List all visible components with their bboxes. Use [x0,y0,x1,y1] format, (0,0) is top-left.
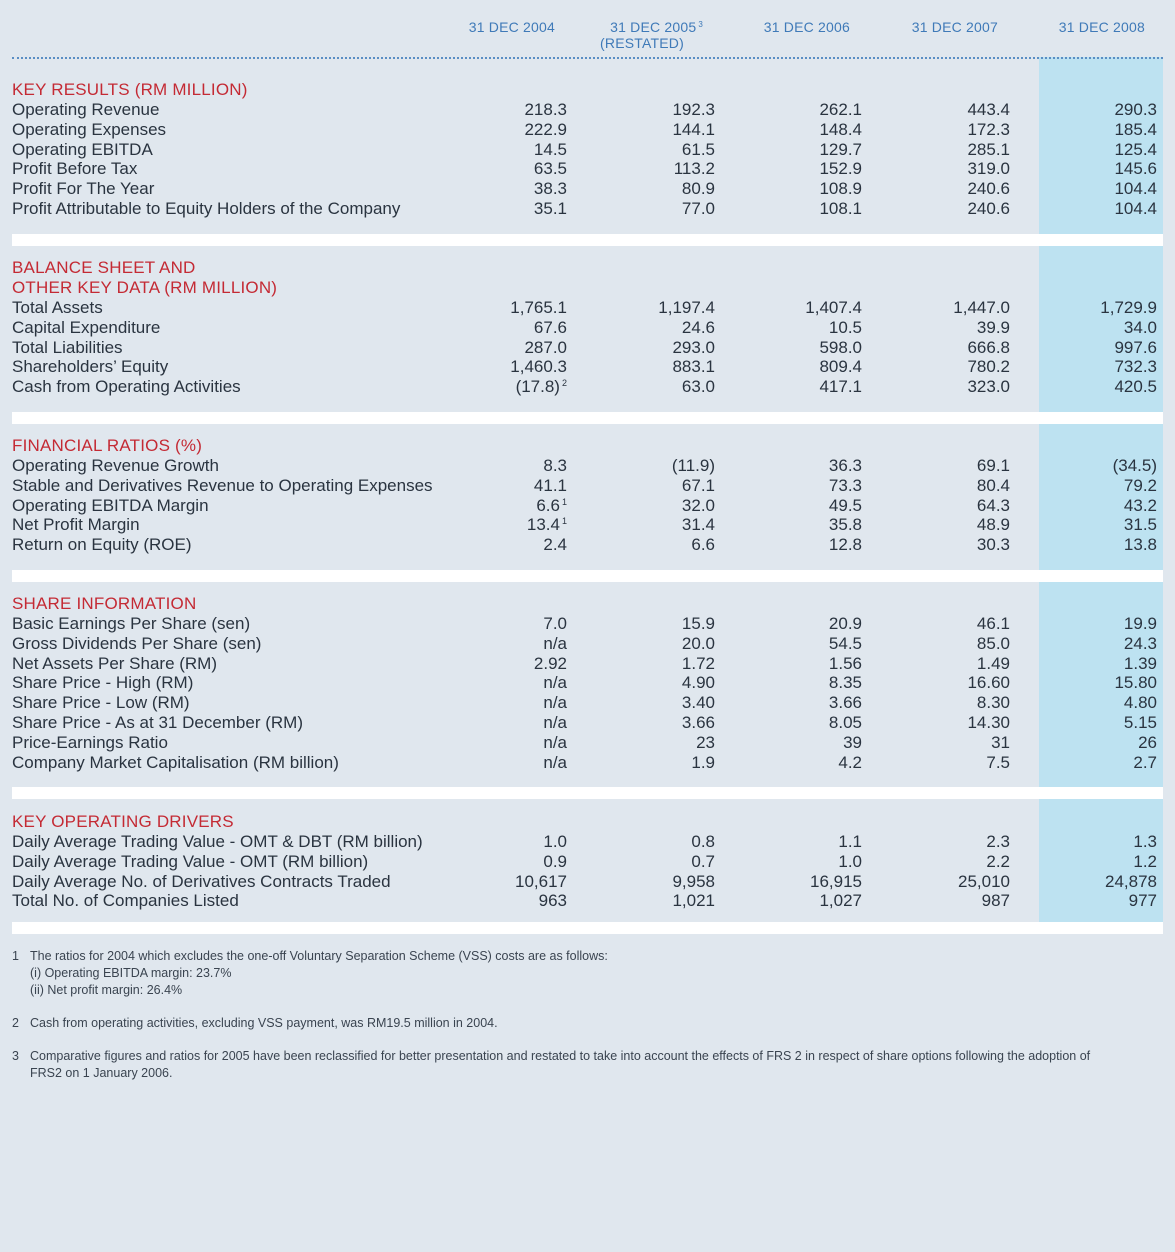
cell-value: 977 [1128,891,1157,911]
section-separator [12,787,1163,799]
cell-value: 63.0 [681,377,715,397]
cell-value: 12.8 [828,535,862,555]
row-label: Gross Dividends Per Share (sen) [12,633,262,653]
cell-value: 2.3 [986,832,1010,851]
cell-value: 32.0 [681,495,715,515]
cell-value: 24.3 [1123,633,1157,653]
cell-value: 1.1 [838,832,862,851]
cell-value: 285.1 [967,139,1010,159]
table-row [12,456,1163,476]
cell-value: 8.30 [976,693,1010,713]
cell-value: 1,021 [672,891,715,911]
cell-value: 26 [1138,732,1157,752]
cell-value: 4.90 [681,673,715,693]
table-row [12,891,1163,911]
cell-value: 54.5 [828,633,862,653]
cell-value: n/a [543,673,567,693]
cell-value: 13.4 $^1$ [526,515,567,535]
row-label: Return on Equity (ROE) [12,535,192,555]
footnote-ref: 3 [698,20,703,29]
cell-value: 780.2 [967,357,1010,377]
cell-value: n/a [543,633,567,653]
row-label: Company Market Capitalisation (RM billion) [12,752,339,772]
section-separator [12,570,1163,582]
cell-value: n/a [543,693,567,713]
cell-value: 666.8 [967,337,1010,357]
cell-value: 287.0 [524,337,567,357]
table-row [12,179,1163,199]
cell-value: 1.39 [1123,653,1157,673]
table-row [12,140,1163,160]
cell-value: 4.2 [838,752,862,772]
cell-value: 10.5 [828,317,862,337]
cell-value: 104.4 [1114,198,1157,218]
footnote-text: (i) Operating EBITDA margin: 23.7% [30,966,232,980]
cell-value: 67.1 [681,475,715,495]
row-label: Shareholders’ Equity [12,357,169,377]
section-separator [12,922,1163,934]
table-row [12,515,1163,535]
cell-value: 31 [991,732,1010,752]
cell-value: 1,447.0 [953,298,1010,317]
section-title: KEY RESULTS (RM MILLION) [12,80,248,99]
cell-value: 293.0 [672,337,715,357]
cell-value: 39 [843,732,862,752]
cell-value: 152.9 [819,159,862,179]
footnote-3 [12,1048,1162,1082]
cell-value: 6.6 $^1$ [536,495,567,515]
cell-value: 987 [981,891,1010,911]
cell-value: 80.4 [976,475,1010,495]
cell-value: 77.0 [681,198,715,218]
cell-value: 319.0 [967,159,1010,179]
row-label: Operating EBITDA [12,139,153,159]
table-row [12,753,1163,773]
cell-value: 262.1 [819,100,862,119]
cell-value: 49.5 [828,495,862,515]
table-row [12,120,1163,140]
cell-value: 1,460.3 [510,357,567,377]
section-key-operating-drivers [12,812,1163,911]
section-separator [12,412,1163,424]
cell-value: 125.4 [1114,139,1157,159]
row-label: Operating Revenue Growth [12,456,219,475]
cell-value: 144.1 [672,119,715,139]
table-row [12,654,1163,674]
cell-value: 46.1 [976,614,1010,633]
table-row [12,535,1163,555]
section-separator [12,234,1163,246]
cell-value: 732.3 [1114,357,1157,377]
section-balance-sheet [12,258,1163,397]
footnote-text: Cash from operating activities, excluding VSS payment, was RM19.5 million in 2004. [30,1016,498,1030]
cell-value: 73.3 [828,475,862,495]
cell-value: 598.0 [819,337,862,357]
cell-value: 809.4 [819,357,862,377]
cell-value: 64.3 [976,495,1010,515]
row-label: Total No. of Companies Listed [12,891,239,911]
cell-value: 1.0 [543,832,567,851]
footnote-text: (ii) Net profit margin: 26.4% [30,983,183,997]
table-row [12,298,1163,318]
cell-value: 240.6 [967,179,1010,199]
cell-value: 2.2 [986,851,1010,871]
cell-value: n/a [543,752,567,772]
section-key-results [12,80,1163,219]
cell-value: 997.6 [1114,337,1157,357]
cell-value: 290.3 [1114,100,1157,119]
table-row [12,872,1163,892]
cell-value: 1.56 [828,653,862,673]
cell-value: 14.5 [533,139,567,159]
cell-value: 1,729.9 [1100,298,1157,317]
cell-value: 443.4 [967,100,1010,119]
row-label: Price-Earnings Ratio [12,732,168,752]
row-label: Share Price - As at 31 December (RM) [12,712,303,732]
row-label: Capital Expenditure [12,317,161,337]
cell-value: 20.9 [828,614,862,633]
cell-value: 6.6 [691,535,715,555]
row-label: Cash from Operating Activities [12,377,241,397]
cell-value: (34.5) [1112,456,1157,475]
table-row [12,199,1163,219]
cell-value: 3.40 [681,693,715,713]
section-share-information [12,594,1163,772]
cell-value: 0.8 [691,832,715,851]
cell-value: 1.49 [976,653,1010,673]
cell-value: 148.4 [819,119,862,139]
cell-value: 1.2 [1133,851,1157,871]
cell-value: 39.9 [976,317,1010,337]
footnote-text: FRS2 on 1 January 2006. [30,1066,173,1080]
table-row [12,832,1163,852]
cell-value: 14.30 [967,712,1010,732]
cell-value: 48.9 [976,515,1010,535]
cell-value: 104.4 [1114,179,1157,199]
cell-value: 24.6 [681,317,715,337]
cell-value: 3.66 [828,693,862,713]
table-row [12,476,1163,496]
cell-value: 20.0 [681,633,715,653]
cell-value: 1.72 [681,653,715,673]
cell-value: 0.7 [691,851,715,871]
section-title: BALANCE SHEET AND OTHER KEY DATA (RM MILLION) [12,258,278,297]
cell-value: 41.1 [533,475,567,495]
table-row [12,377,1163,397]
cell-value: 38.3 [533,179,567,199]
cell-value: 31.5 [1123,515,1157,535]
table-row [12,614,1163,634]
row-label: Share Price - Low (RM) [12,693,190,713]
cell-value: 113.2 [673,159,715,179]
cell-value: 2.7 [1133,752,1157,772]
row-label: Total Assets [12,298,103,317]
cell-value: 9,958 [672,871,715,891]
cell-value: 7.0 [543,614,567,633]
row-label: Operating EBITDA Margin [12,495,209,515]
cell-value: 2.92 [533,653,567,673]
cell-value: 61.5 [681,139,715,159]
row-label: Daily Average No. of Derivatives Contracts Traded [12,871,391,891]
cell-value: 1.3 [1133,832,1157,851]
cell-value: 16,915 [810,871,862,891]
cell-value: 36.3 [828,456,862,475]
cell-value: 8.05 [828,712,862,732]
table-row [12,713,1163,733]
cell-value: 15.9 [681,614,715,633]
cell-value: (11.9) [671,456,715,475]
row-label: Operating Expenses [12,119,167,139]
cell-value: 417.1 [819,377,862,397]
table-row [12,852,1163,872]
table-row [12,100,1163,120]
restated-label: (RESTATED) [600,35,684,51]
cell-value: 13.8 [1123,535,1157,555]
cell-value: 69.1 [976,456,1010,475]
cell-value: 24,878 [1105,871,1157,891]
row-label: Profit For The Year [12,179,155,199]
cell-value: 80.9 [681,179,715,199]
cell-value: 10,617 [515,871,567,891]
cell-value: 420.5 [1114,377,1157,397]
footnote-ref: 2 [561,378,567,389]
cell-value: 1,027 [819,891,862,911]
row-label: Stable and Derivatives Revenue to Operating Expenses [12,475,433,495]
footnote-number: 1 [12,949,19,963]
cell-value: 35.8 [828,515,862,535]
row-label: Net Assets Per Share (RM) [12,653,218,673]
column-header-2007: 31 DEC 2007 [911,19,998,35]
table-row [12,634,1163,654]
cell-value: 108.9 [819,179,862,199]
cell-value: 185.4 [1114,119,1157,139]
cell-value: 31.4 [681,515,715,535]
cell-value: 15.80 [1114,673,1157,693]
cell-value: n/a [543,712,567,732]
column-header-row [0,0,1175,60]
section-title: KEY OPERATING DRIVERS [12,812,234,831]
cell-value: 85.0 [976,633,1010,653]
row-label: Net Profit Margin [12,515,140,535]
row-label: Total Liabilities [12,337,123,357]
section-title: FINANCIAL RATIOS (%) [12,436,203,455]
footnote-number: 3 [12,1049,19,1063]
section-title: SHARE INFORMATION [12,594,197,613]
row-label: Daily Average Trading Value - OMT (RM billion) [12,851,369,871]
cell-value: 34.0 [1123,317,1157,337]
cell-value: 5.15 [1123,712,1157,732]
cell-value: 172.3 [967,119,1010,139]
footnote-text: The ratios for 2004 which excludes the one-off Voluntary Separation Scheme (VSS) costs are as follows: [30,949,608,963]
column-header-2004: 31 DEC 2004 [468,19,555,35]
footnote-ref: 1 [561,516,567,527]
row-label: Daily Average Trading Value - OMT & DBT (RM billion) [12,832,423,851]
cell-value: 1,197.4 [658,298,715,317]
cell-value: 43.2 [1123,495,1157,515]
cell-value: 4.80 [1123,693,1157,713]
cell-value: 145.6 [1114,159,1157,179]
cell-value: 1,407.4 [805,298,862,317]
cell-value: 19.9 [1123,614,1157,633]
cell-value: 1,765.1 [510,298,567,317]
cell-value: 1.9 [691,752,715,772]
cell-value: 63.5 [533,159,567,179]
cell-value: 25,010 [958,871,1010,891]
cell-value: 23 [696,732,715,752]
cell-value: 30.3 [976,535,1010,555]
row-label: Profit Before Tax [12,159,138,179]
footnote-1 [12,948,1162,999]
cell-value: n/a [543,732,567,752]
cell-value: 35.1 [533,198,567,218]
cell-value: 218.3 [524,100,567,119]
header-divider [12,57,1163,59]
row-label: Share Price - High (RM) [12,673,194,693]
column-header-2005: 31 DEC 2005 $^3$ (RESTATED) [563,19,703,51]
table-row [12,693,1163,713]
cell-value: 2.4 [543,535,567,555]
cell-value: (17.8) $^2$ [515,377,567,397]
cell-value: 323.0 [967,377,1010,397]
cell-value: 16.60 [967,673,1010,693]
cell-value: 192.3 [672,100,715,119]
footnote-text: Comparative figures and ratios for 2005 have been reclassified for better presentation and restated to take into account the effects of FRS 2 in respect of share options following the adoption of [30,1049,1091,1063]
row-label: Profit Attributable to Equity Holders of the Company [12,198,401,218]
cell-value: 108.1 [819,198,862,218]
column-header-2006: 31 DEC 2006 [763,19,850,35]
footnote-ref: 1 [561,496,567,507]
cell-value: 883.1 [672,357,715,377]
table-row [12,318,1163,338]
cell-value: 7.5 [986,752,1010,772]
cell-value: 1.0 [838,851,862,871]
cell-value: 3.66 [681,712,715,732]
table-row [12,338,1163,358]
cell-value: 963 [538,891,567,911]
footnote-2 [12,1015,1162,1032]
cell-value: 0.9 [543,851,567,871]
cell-value: 8.3 [543,456,567,475]
table-row [12,733,1163,753]
footnote-number: 2 [12,1016,19,1030]
cell-value: 67.6 [533,317,567,337]
table-row [12,159,1163,179]
table-row [12,357,1163,377]
row-label: Operating Revenue [12,100,160,119]
cell-value: 222.9 [524,119,567,139]
cell-value: 79.2 [1123,475,1157,495]
table-row [12,673,1163,693]
cell-value: 240.6 [967,198,1010,218]
row-label: Basic Earnings Per Share (sen) [12,614,251,633]
section-financial-ratios [12,436,1163,555]
cell-value: 129.7 [819,139,862,159]
cell-value: 8.35 [828,673,862,693]
column-header-2008: 31 DEC 2008 [1058,19,1145,35]
table-row [12,496,1163,516]
